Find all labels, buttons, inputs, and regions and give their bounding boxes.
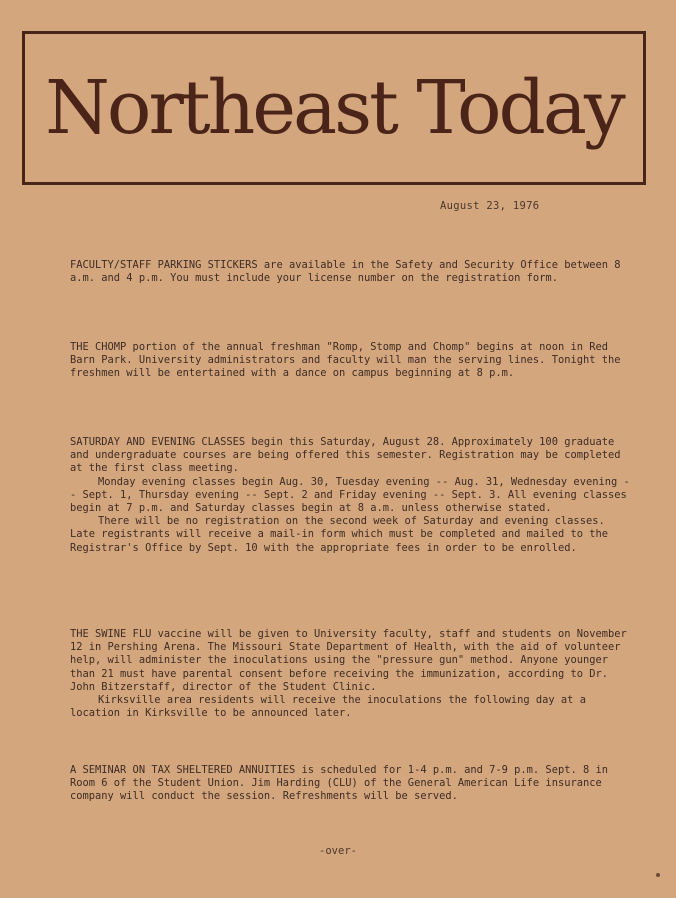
- news-item-parking: [70, 259, 630, 285]
- news-paragraph: There will be no registration on the second week of Saturday and evening classes. Late registrants will receive a mail-in form which must be completed and mailed to the Registrar's Office by Sept. 10 with the appropriate fees in order to be enrolled.: [70, 515, 608, 554]
- news-item-tax-seminar: [70, 764, 630, 804]
- news-item-evening-classes: [70, 436, 630, 555]
- news-paragraph: THE CHOMP portion of the annual freshman "Romp, Stomp and Chomp" begins at noon in Red Barn Park. University administrators and faculty will man the serving lines. Tonight the freshmen will be entertained with a dance on campus beginning at 8 p.m.: [70, 341, 621, 380]
- news-paragraph: FACULTY/STAFF PARKING STICKERS are available in the Safety and Security Office between 8 a.m. and 4 p.m. You must include your license number on the registration form.: [70, 259, 621, 285]
- news-paragraph: A SEMINAR ON TAX SHELTERED ANNUITIES is scheduled for 1-4 p.m. and 7-9 p.m. Sept. 8 in Room 6 of the Student Union. Jim Harding (CLU) of the General American Life insurance company will conduct the session. Refreshments will be served.: [70, 764, 608, 803]
- over-indicator: -over-: [319, 845, 357, 857]
- masthead: [22, 31, 646, 185]
- news-paragraph: THE SWINE FLU vaccine will be given to University faculty, staff and students on November 12 in Pershing Arena. The Missouri State Department of Health, with the aid of volunteer help, will administer the inoculations using the "pressure gun" method. Anyone younger than 21 must have parental consent before receiving the immunization, according to Dr. John Bitzerstaff, director of the Student Clinic.: [70, 628, 627, 693]
- issue-date: August 23, 1976: [440, 200, 540, 212]
- news-item-chomp: [70, 341, 630, 381]
- masthead-title: Northeast Today: [45, 65, 623, 151]
- news-paragraph: SATURDAY AND EVENING CLASSES begin this Saturday, August 28. Approximately 100 graduate and undergraduate courses are being offered this semester. Registration may be completed at the first class meeting.: [70, 436, 621, 475]
- news-paragraph: Kirksville area residents will receive the inoculations the following day at a location in Kirksville to be announced later.: [70, 694, 586, 720]
- news-paragraph: Monday evening classes begin Aug. 30, Tuesday evening -- Aug. 31, Wednesday evening -- Sept. 1, Thursday evening -- Sept. 2 and Friday evening -- Sept. 3. All evening classes begin at 7 p.m. and Saturday classes begin at 8 a.m. unless otherwise stated.: [70, 475, 630, 515]
- paper-mark: [656, 873, 660, 877]
- news-item-swine-flu: [70, 628, 630, 720]
